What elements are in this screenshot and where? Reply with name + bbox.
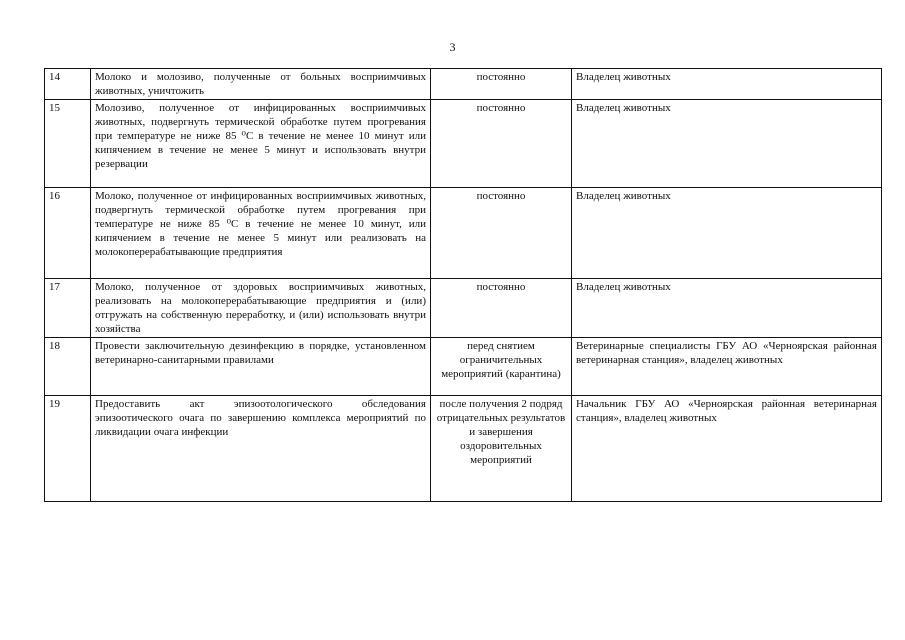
row-number: 15 <box>45 100 91 188</box>
row-number: 18 <box>45 338 91 396</box>
page-number: 3 <box>449 40 456 54</box>
deadline-text: перед снятием ограничительных мероприятий (карантина) <box>431 338 572 396</box>
table-row <box>45 338 882 396</box>
measure-text: Молоко, полученное от здоровых восприимчивых животных, реализовать на молокоперерабатывающие предприятия и (или) отгружать на собственную переработку, и (или) использовать внутри хозяйства <box>91 279 431 338</box>
measure-text: Молоко и молозиво, полученные от больных восприимчивых животных, уничтожить <box>91 69 431 100</box>
measure-text: Предоставить акт эпизоотологического обследования эпизоотического очага по завершению комплекса мероприятий по ликвидации очага инфекции <box>91 396 431 502</box>
responsible-text: Начальник ГБУ АО «Черноярская районная ветеринарная станция», владелец животных <box>572 396 882 502</box>
responsible-text: Владелец животных <box>572 100 882 188</box>
row-number: 14 <box>45 69 91 100</box>
responsible-text: Владелец животных <box>572 279 882 338</box>
deadline-text: постоянно <box>431 100 572 188</box>
row-number: 17 <box>45 279 91 338</box>
deadline-text: постоянно <box>431 188 572 279</box>
table-row <box>45 396 882 502</box>
responsible-text: Владелец животных <box>572 188 882 279</box>
responsible-text: Владелец животных <box>572 69 882 100</box>
table-row <box>45 100 882 188</box>
responsible-text: Ветеринарные специалисты ГБУ АО «Черноярская районная ветеринарная станция», владелец животных <box>572 338 882 396</box>
measure-text: Молоко, полученное от инфицированных восприимчивых животных, подвергнуть термической обработке путем прогревания при температуре не ниже 85 ⁰С в течение не менее 10 минут, или кипячением в течение не менее 5 минут или реализовать на молокоперерабатывающие предприятия <box>91 188 431 279</box>
measures-table <box>44 68 882 502</box>
row-number: 19 <box>45 396 91 502</box>
table-row <box>45 188 882 279</box>
row-number: 16 <box>45 188 91 279</box>
table-row <box>45 279 882 338</box>
deadline-text: после получения 2 подряд отрицательных результатов и завершения оздоровительных мероприятий <box>431 396 572 502</box>
deadline-text: постоянно <box>431 279 572 338</box>
measure-text: Провести заключительную дезинфекцию в порядке, установленном ветеринарно-санитарными правилами <box>91 338 431 396</box>
table-row <box>45 69 882 100</box>
deadline-text: постоянно <box>431 69 572 100</box>
measure-text: Молозиво, полученное от инфицированных восприимчивых животных, подвергнуть термической обработке путем прогревания при температуре не ниже 85 ⁰С в течение не менее 10 минут или кипячением в течение не менее 5 минут и использовать внутри резервации <box>91 100 431 188</box>
